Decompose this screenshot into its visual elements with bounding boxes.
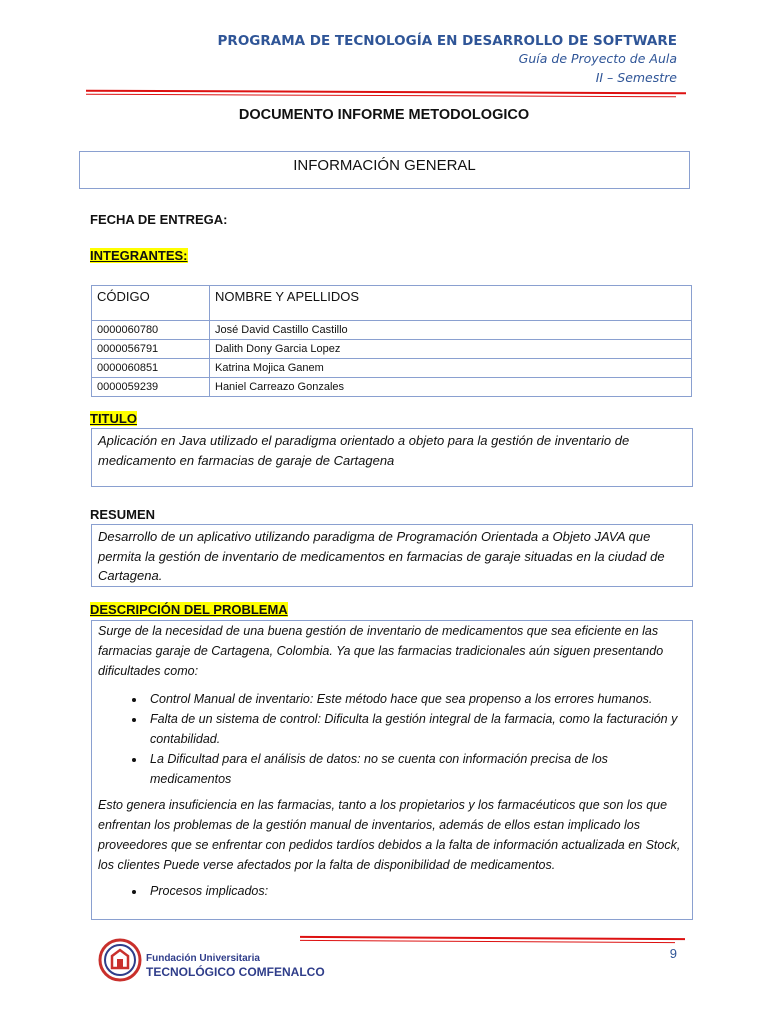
header-semester: II – Semestre (595, 70, 677, 85)
header-codigo: CÓDIGO (92, 286, 210, 321)
member-code: 0000060780 (92, 321, 210, 340)
member-code: 0000060851 (92, 359, 210, 378)
processes-list (98, 881, 686, 901)
document-title: DOCUMENTO INFORME METODOLOGICO (238, 107, 530, 123)
member-name: Katrina Mojica Ganem (210, 359, 692, 378)
member-code: 0000059239 (92, 378, 210, 397)
table-row (92, 359, 692, 378)
descripcion-label: DESCRIPCIÓN DEL PROBLEMA (90, 602, 288, 617)
titulo-label: TITULO (90, 411, 137, 426)
member-name: Haniel Carreazo Gonzales (210, 378, 692, 397)
list-item: • Falta de un sistema de control: Dificulta la gestión integral de la farmacia, como la facturación y contabilidad. (146, 709, 686, 749)
member-name: José David Castillo Castillo (210, 321, 692, 340)
header-nombre: NOMBRE Y APELLIDOS (210, 286, 692, 321)
member-code: 0000056791 (92, 340, 210, 359)
table-row (92, 378, 692, 397)
header-divider-thin (86, 94, 676, 98)
info-general-box: INFORMACIÓN GENERAL (79, 151, 690, 189)
descripcion-box (91, 620, 693, 920)
list-item: • Procesos implicados: (146, 881, 686, 901)
fecha-label: FECHA DE ENTREGA: (90, 212, 228, 227)
logo-line1: Fundación Universitaria (146, 953, 260, 964)
descripcion-intro: Surge de la necesidad de una buena gestión de inventario de medicamentos que sea eficiente en las farmacias garaje de Cartagena, Colombia. Ya que las farmacias tradicionales aún siguen presentando dificultades como: (98, 624, 664, 678)
descripcion-paragraph: Esto genera insuficiencia en las farmacias, tanto a los propietarios y los farmacéuticos que son los que enfrentan los problemas de la gestión manual de inventarios, además de ellos estan implicado los proveedores que se enfrentar con pedidos tardíos debidos a la falta de información actualizada en Stock, los clientes Puede verse afectados por la falta de disponibilidad de medicamentos. (98, 798, 681, 872)
titulo-heading (90, 411, 137, 426)
institution-logo-icon (98, 938, 142, 982)
logo-line2: TECNOLÓGICO COMFENALCO (146, 965, 325, 979)
table-row (92, 321, 692, 340)
integrantes-heading (90, 248, 188, 263)
descripcion-heading (90, 602, 288, 617)
page-number: 9 (669, 946, 677, 961)
table-row (92, 340, 692, 359)
problem-list (98, 689, 686, 789)
list-item: • La Dificultad para el análisis de datos: no se cuenta con información precisa de los medicamentos (146, 749, 686, 789)
list-item: • Control Manual de inventario: Este método hace que sea propenso a los errores humanos. (146, 689, 686, 709)
footer-divider-thin (300, 940, 675, 943)
header-program: PROGRAMA DE TECNOLOGÍA EN DESARROLLO DE SOFTWARE (217, 33, 677, 49)
titulo-text: Aplicación en Java utilizado el paradigma orientado a objeto para la gestión de inventario de medicamento en farmacias de garaje de Cartagena (91, 428, 693, 487)
integrantes-label: INTEGRANTES: (90, 248, 188, 263)
members-table (91, 285, 692, 397)
resumen-label: RESUMEN (90, 507, 156, 522)
member-name: Dalith Dony Garcia Lopez (210, 340, 692, 359)
header-guide: Guía de Proyecto de Aula (518, 51, 677, 66)
table-header-row (92, 286, 692, 321)
resumen-text: Desarrollo de un aplicativo utilizando paradigma de Programación Orientada a Objeto JAVA que permita la gestión de inventario de medicamentos en farmacias de garaje situadas en la ciudad de Cartagena. (91, 524, 693, 587)
